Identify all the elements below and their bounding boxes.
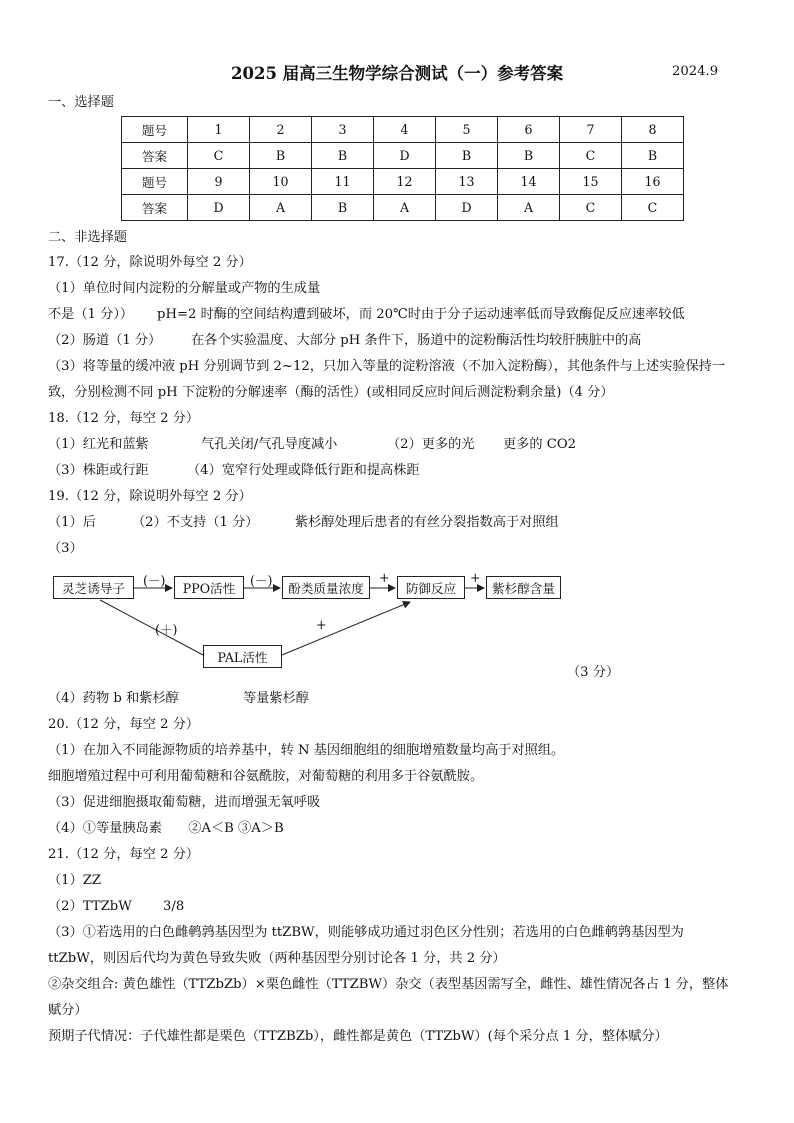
row-label: 题号 xyxy=(122,169,188,195)
q18-answer-1a: （1）红光和蓝紫 xyxy=(48,437,149,452)
answer-cell: B xyxy=(312,143,374,169)
question-number: 9 xyxy=(188,169,250,195)
q17-answer-4: （3）将等量的缓冲液 pH 分别调节到 2~12，只加入等量的淀粉溶液（不加入淀粉酶），其他条件与上述实验保持一 xyxy=(48,359,726,374)
question-number: 3 xyxy=(312,117,374,143)
question-number: 12 xyxy=(374,169,436,195)
date-label: 2024.9 xyxy=(672,64,719,79)
q17-heading: 17.（12 分，除说明外每空 2 分） xyxy=(48,255,252,270)
q21-answer-7: 预期子代情况：子代雄性都是栗色（TTZBZb），雌性都是黄色（TTZbW）(每个采分点 1 分，整体赋分） xyxy=(48,1029,668,1044)
q20-heading: 20.（12 分，每空 2 分） xyxy=(48,717,200,732)
row-label: 答案 xyxy=(122,195,188,221)
answer-cell: C xyxy=(188,143,250,169)
q18-answer-2a: （3）株距或行距 xyxy=(48,463,149,478)
q21-answer-2a: （2）TTZbW xyxy=(48,899,132,914)
answer-cell: B xyxy=(436,143,498,169)
question-number: 8 xyxy=(622,117,684,143)
page-title: 2025 届高三生物学综合测试（一）参考答案 xyxy=(231,64,564,83)
node-pal-activity: PAL活性 xyxy=(203,645,282,668)
question-number: 15 xyxy=(560,169,622,195)
answer-cell: D xyxy=(436,195,498,221)
question-number: 4 xyxy=(374,117,436,143)
answer-cell: B xyxy=(622,143,684,169)
q19-score: （3 分） xyxy=(567,665,620,680)
question-number: 7 xyxy=(560,117,622,143)
q19-answer-1c: 紫杉醇处理后患者的有丝分裂指数高于对照组 xyxy=(295,515,559,530)
q17-answer-1: （1）单位时间内淀粉的分解量或产物的生成量 xyxy=(48,281,321,296)
q21-answer-1: （1）ZZ xyxy=(48,873,102,888)
row-label: 题号 xyxy=(122,117,188,143)
q19-answer-1a: （1）后 xyxy=(48,515,96,530)
q17-answer-5: 致，分别检测不同 pH 下淀粉的分解速率（酶的活性）(或相同反应时间后测淀粉剩余量)（4 分） xyxy=(48,385,614,400)
answer-cell: C xyxy=(560,143,622,169)
node-lingzhi-inducer: 灵芝诱导子 xyxy=(53,576,134,599)
answer-cell: D xyxy=(188,195,250,221)
q17-answer-2a: 不是（1 分）） xyxy=(48,307,134,322)
section2-heading: 二、非选择题 xyxy=(48,230,128,245)
section1-heading: 一、选择题 xyxy=(48,95,114,110)
node-paclitaxel-content: 紫杉醇含量 xyxy=(486,576,561,599)
q18-answer-1c: （2）更多的光 xyxy=(387,437,475,452)
answer-cell: A xyxy=(498,195,560,221)
q18-answer-2b: （4）宽窄行处理或降低行距和提高株距 xyxy=(187,463,420,478)
q20-answer-4: （4）①等量胰岛素 ②A＜B ③A＞B xyxy=(48,821,284,836)
question-number: 16 xyxy=(622,169,684,195)
q21-answer-6: 赋分） xyxy=(48,1003,88,1018)
sign-positive: (＋) xyxy=(155,622,178,637)
answer-cell: B xyxy=(498,143,560,169)
node-ppo-activity: PPO活性 xyxy=(174,576,244,599)
question-number: 14 xyxy=(498,169,560,195)
q21-answer-3: （3）①若选用的白色雌鹌鹑基因型为 ttZBW，则能够成功通过羽色区分性别；若选用的白色雌鹌鹑基因型为 xyxy=(48,925,684,940)
question-number: 10 xyxy=(250,169,312,195)
answer-cell: A xyxy=(374,195,436,221)
sign-negative: (－) xyxy=(250,573,273,588)
sign-positive: + xyxy=(379,570,390,585)
answer-cell: A xyxy=(250,195,312,221)
q21-heading: 21.（12 分，每空 2 分） xyxy=(48,847,200,862)
q20-answer-2: 细胞增殖过程中可利用葡萄糖和谷氨酰胺，对葡萄糖的利用多于谷氨酰胺。 xyxy=(48,769,484,784)
question-number: 1 xyxy=(188,117,250,143)
node-defense-response: 防御反应 xyxy=(397,576,465,599)
answer-cell: B xyxy=(312,195,374,221)
sign-positive: + xyxy=(316,617,327,632)
row-label: 答案 xyxy=(122,143,188,169)
q17-answer-2b: pH=2 时酶的空间结构遭到破坏，而 20℃时由于分子运动速率低而导致酶促反应速率较低 xyxy=(157,307,685,322)
answer-cell: D xyxy=(374,143,436,169)
q21-answer-2b: 3/8 xyxy=(163,899,185,914)
q17-answer-3a: （2）肠道（1 分） xyxy=(48,333,162,348)
q21-answer-4: ttZbW，则因后代均为黄色导致失败（两种基因型分别讨论各 1 分，共 2 分） xyxy=(48,951,506,966)
answer-cell: C xyxy=(560,195,622,221)
q19-answer-1b: （2）不支持（1 分） xyxy=(132,515,259,530)
question-number: 13 xyxy=(436,169,498,195)
answer-cell: C xyxy=(622,195,684,221)
q19-heading: 19.（12 分，除说明外每空 2 分） xyxy=(48,489,252,504)
q19-answer-2: （3） xyxy=(48,541,83,556)
sign-negative: (－) xyxy=(143,573,166,588)
q18-heading: 18.（12 分，每空 2 分） xyxy=(48,411,200,426)
arrow-pal-to-defense xyxy=(282,602,410,655)
q18-answer-1b: 气孔关闭/气孔导度减小 xyxy=(201,437,338,452)
q20-answer-3: （3）促进细胞摄取葡萄糖，进而增强无氧呼吸 xyxy=(48,795,321,810)
question-number: 5 xyxy=(436,117,498,143)
q20-answer-1: （1）在加入不同能源物质的培养基中，转 N 基因细胞组的细胞增殖数量均高于对照组。 xyxy=(48,743,565,758)
q21-answer-5: ②杂交组合: 黄色雄性（TTZbZb）×栗色雌性（TTZBW）杂交（表型基因需写全，雌性、雄性情况各占 1 分，整体 xyxy=(48,977,729,992)
q17-answer-3b: 在各个实验温度、大部分 pH 条件下，肠道中的淀粉酶活性均较肝胰脏中的高 xyxy=(191,333,642,348)
question-number: 11 xyxy=(312,169,374,195)
question-number: 2 xyxy=(250,117,312,143)
node-phenol-concentration: 酚类质量浓度 xyxy=(282,576,370,599)
line-inducer-to-pal xyxy=(100,600,203,655)
answer-cell: B xyxy=(250,143,312,169)
q18-answer-1d: 更多的 CO2 xyxy=(503,437,577,452)
q19-answer-4a: （4）药物 b 和紫杉醇 xyxy=(48,691,179,706)
question-number: 6 xyxy=(498,117,560,143)
sign-positive: + xyxy=(470,570,481,585)
q19-answer-4b: 等量紫杉醇 xyxy=(243,691,309,706)
